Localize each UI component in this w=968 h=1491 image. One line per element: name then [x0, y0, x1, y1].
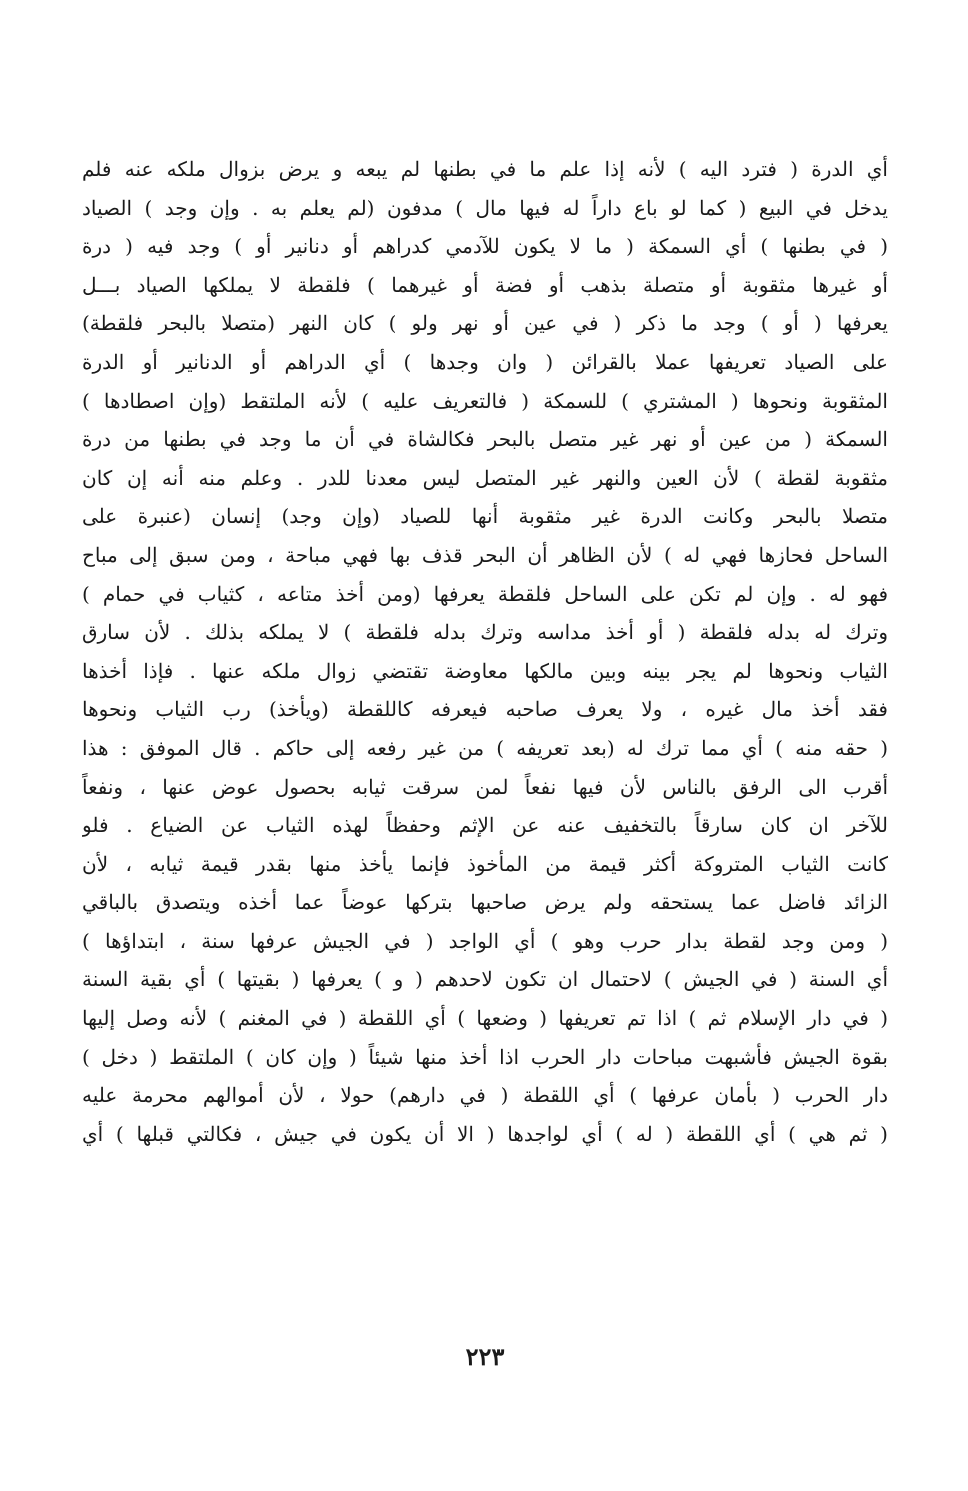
text-line: للآخر ان كان سارقاً بالتخفيف عنه عن الإثم وحفظاً لهذه الثياب عن الضياع . فلو	[82, 813, 888, 838]
text-line: أي السنة ( في الجيش ) لاحتمال ان تكون لاحدهم ( و ) يعرفها ( بقيتها ) أي بقية السنة	[82, 967, 888, 992]
text-line: يعرفها ( أو ) وجد ما ذكر ( في عين أو نهر ولو ) كان النهر (متصلا بالبحر فلقطة)	[82, 311, 888, 336]
text-line: ( في دار الإسلام ثم ) اذا تم تعريفها ( وضعها ) أي اللقطة ( في المغنم ) لأنه وصل إليها	[82, 1006, 888, 1031]
text-line: ( حقه منه ) أي مما ترك له (بعد تعريفه ) من غير رفعه إلى حاكم . قال الموفق : هذا	[82, 735, 888, 760]
text-line: مثقوبة لقطة ) لأن العين والنهر غير المتصل ليس معدنا للدر . وعلم منه أنه إن كان	[82, 465, 888, 490]
text-line: فهو له . وإن لم تكن على الساحل فلقطة يعرفها (ومن أخذ متاعه ، كثياب في حمام )	[82, 581, 888, 606]
text-line: الزائد فاضل عما يستحقه ولم يرض صاحبها بتركها عوضاً عما أخذه ويتصدق بالباقي	[82, 890, 888, 915]
text-line: دار الحرب ( بأمان عرفها ) أي اللقطة ( في دارهم) حولا ، لأن أموالهم محرمة عليه	[82, 1083, 888, 1108]
text-line: ( ومن وجد لقطة بدار حرب وهو ) أي الواجد ( في الجيش عرفها سنة ، ابتداؤها )	[82, 928, 888, 953]
text-line: الساحل فحازها فهي له ) لأن الظاهر أن البحر قذف بها فهي مباحة ، ومن سبق إلى مباح	[82, 542, 888, 567]
text-line: المثقوبة ونحوها ( المشتري ) للسمكة ( فالتعريف عليه ) لأنه الملتقط (وإن اصطادها )	[82, 388, 888, 413]
text-line: فقد أخذ مال غيره ، ولا يعرف صاحبه فيعرفه كاللقطة (ويأخذ) رب الثياب ونحوها	[82, 697, 888, 722]
text-line: ( في بطنها ) أي السمكة ( ما لا يكون للآدمي كدراهم أو دنانير أو ) وجد فيه ( درة	[82, 234, 888, 259]
text-line: متصلا بالبحر وكانت الدرة غير مثقوبة أنها للصياد (وإن وجد) إنسان (عنبرة على	[82, 504, 888, 529]
text-line: أي الدرة ( فترد اليه ) لأنه إذا علم ما في بطنها لم يبعه و يرض بزوال ملكه عنه فلم	[82, 157, 888, 181]
text-line: الثياب ونحوها لم يجر بينه وبين مالكها معاوضة تقتضي زوال ملكه عنها . فإذا أخذها	[82, 658, 888, 683]
text-line: على الصياد تعريفها عملا بالقرائن ( وان وجدها ) أي الدراهم أو الدنانير أو الدرة	[82, 349, 888, 374]
book-page	[82, 150, 888, 1470]
text-line: أو غيرها مثقوبة أو متصلة بذهب أو فضة أو غيرهما ) فلقطة لا يملكها الصياد بـــل	[82, 272, 888, 297]
text-line: يدخل في البيع ( كما لو باع داراً له فيها مال ) مدفون (لم يعلم به . وإن وجد ) الصياد	[82, 195, 888, 220]
text-line: بقوة الجيش فأشبهت مباحات دار الحرب اذا أخذ منها شيئاً ( وإن كان ) الملتقط ( دخل )	[82, 1044, 888, 1069]
text-line: ( ثم هي ) أي اللقطة ( له ) أي لواجدها ( الا أن يكون في جيش ، فكالتي قبلها ) أي	[82, 1121, 888, 1146]
text-line: السمكة ( من عين أو نهر غير متصل بالبحر فكالشاة في أن ما وجد في بطنها من درة	[82, 427, 888, 452]
text-line: كانت الثياب المتروكة أكثر قيمة من المأخوذ فإنما يأخذ منها بقدر قيمة ثيابه ، لأن	[82, 851, 888, 876]
body-text	[82, 150, 888, 1153]
page-number: ٢٢٣	[465, 1342, 505, 1371]
text-line: وترك له بدله فلقطة ( أو أخذ مداسه وترك بدله فلقطة ) لا يملكه بذلك . لأن سارق	[82, 620, 888, 645]
text-line: أقرب الى الرفق بالناس لأن فيها نفعاً لمن سرقت ثيابه بحصول عوض عنها ، ونفعاً	[82, 774, 888, 799]
